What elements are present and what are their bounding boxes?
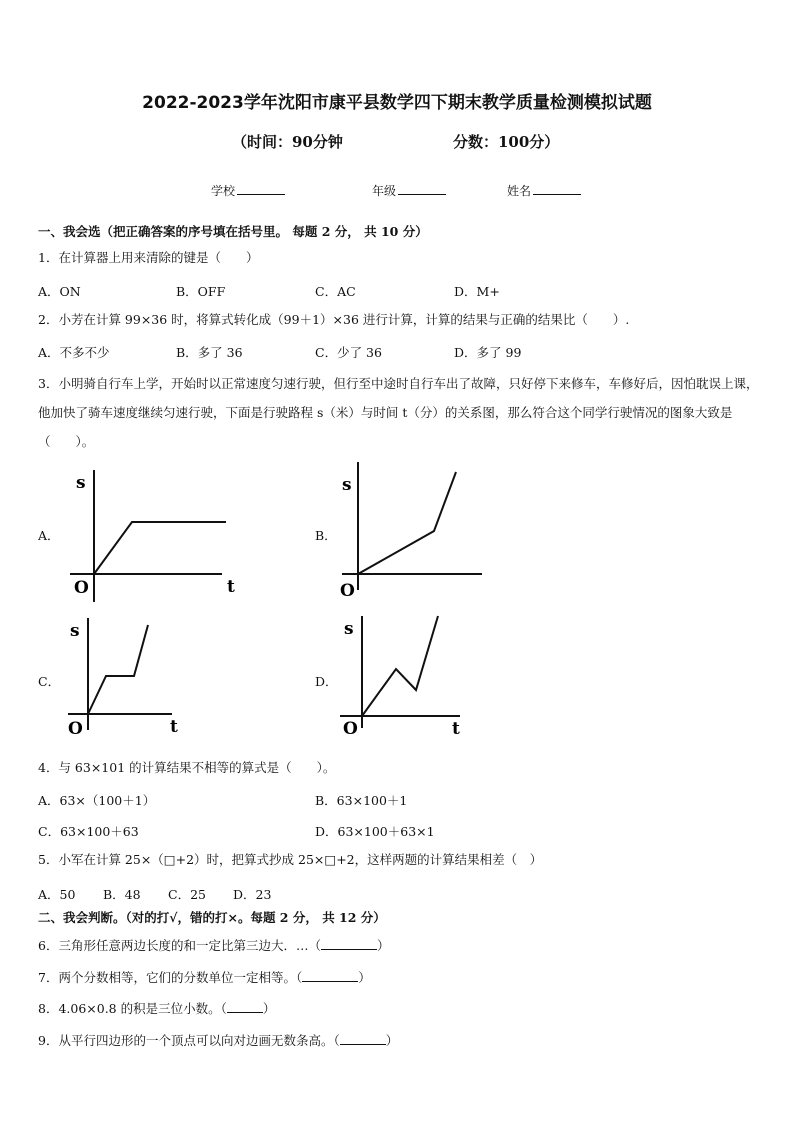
q6-end: ）	[376, 938, 390, 953]
q2-stem: 2．小芳在计算 99×36 时，将算式转化成（99＋1）×36 进行计算，计算的结果与正确的结果比（ ）.	[38, 312, 630, 327]
graph-a-s-label: s	[76, 473, 86, 493]
q2-option-c[interactable]: C．少了 36	[315, 345, 382, 360]
q9-line	[38, 1031, 398, 1049]
q3-stem: 3．小明骑自行车上学，开始时以正常速度匀速行驶，但行至中途时自行车出了故障，只好停下来修车，车修好后，因怕耽误上课，他加快了骑车速度继续匀速行驶，下面是行驶路程 s（米）与时间 t（分）的关系图，那么符合这个同学行驶情况的图象大致是（ ）。	[38, 376, 759, 449]
q4-option-c[interactable]: C．63×100＋63	[38, 824, 139, 839]
q9-end: ）	[385, 1033, 399, 1048]
q3-option-a[interactable]: A．	[38, 528, 60, 543]
q7-answer-blank[interactable]	[302, 968, 358, 982]
school-label: 学校	[211, 184, 236, 198]
q6-answer-blank[interactable]	[321, 936, 377, 950]
q2-option-a[interactable]: A．不多不少	[38, 345, 110, 360]
q6-line	[38, 936, 389, 954]
q8-stem: 8．4.06×0.8 的积是三位小数。（	[38, 1001, 227, 1016]
graph-b[interactable]	[342, 462, 482, 590]
q2-option-d[interactable]: D．多了 99	[454, 345, 522, 360]
graph-d[interactable]	[340, 616, 460, 728]
q4-option-b[interactable]: B．63×100＋1	[315, 793, 408, 808]
graph-a-line	[94, 522, 226, 574]
name-label: 姓名	[507, 184, 532, 198]
q8-line	[38, 999, 275, 1017]
score-label: 分数：100分）	[453, 133, 560, 151]
q1-option-d[interactable]: D．M+	[454, 284, 500, 299]
graph-d-line	[362, 616, 438, 716]
q6-stem: 6．三角形任意两边长度的和一定比第三边大．…（	[38, 938, 321, 953]
q5-option-d[interactable]: D．23	[233, 887, 272, 902]
graph-b-origin: O	[340, 581, 355, 601]
q2-option-b[interactable]: B．多了 36	[176, 345, 243, 360]
q3-option-d[interactable]: D．	[315, 674, 338, 689]
graph-d-origin: O	[343, 719, 358, 739]
q4-stem: 4．与 63×101 的计算结果不相等的算式是（ ）。	[38, 760, 336, 775]
q3-option-c[interactable]: C．	[38, 674, 61, 689]
graph-c-line	[88, 625, 148, 714]
q3-option-b[interactable]: B．	[315, 528, 337, 543]
q8-answer-blank[interactable]	[227, 999, 263, 1013]
graph-c-origin: O	[68, 719, 83, 739]
q9-answer-blank[interactable]	[340, 1031, 386, 1045]
q7-stem: 7．两个分数相等，它们的分数单位一定相等。（	[38, 970, 303, 985]
graph-d-s-label: s	[344, 619, 354, 639]
graph-b-s-label: s	[342, 475, 352, 495]
q1-option-c[interactable]: C．AC	[315, 284, 356, 299]
q4-option-a[interactable]: A．63×（100＋1）	[38, 793, 156, 808]
q5-option-b[interactable]: B．48	[103, 887, 141, 902]
graph-c-t-label: t	[170, 717, 178, 737]
graph-c[interactable]	[68, 618, 172, 730]
q4-option-d[interactable]: D．63×100＋63×1	[315, 824, 435, 839]
page-title: 2022-2023学年沈阳市康平县数学四下期末教学质量检测模拟试题	[142, 93, 652, 113]
q9-stem: 9．从平行四边形的一个顶点可以向对边画无数条高。（	[38, 1033, 340, 1048]
q7-end: ）	[358, 970, 371, 985]
graph-c-s-label: s	[70, 621, 80, 641]
q8-end: ）	[262, 1001, 276, 1016]
graph-d-t-label: t	[452, 719, 460, 739]
time-label: （时间：90分钟	[232, 133, 343, 151]
q1-option-b[interactable]: B．OFF	[176, 284, 226, 299]
section1-heading: 一、我会选（把正确答案的序号填在括号里。 每题 2 分， 共 10 分）	[38, 224, 428, 239]
graph-a-t-label: t	[227, 577, 235, 597]
q7-line	[38, 968, 371, 986]
q5-stem: 5．小军在计算 25×（□+2）时，把算式抄成 25×□+2，这样两题的计算结果相差（ ）	[38, 852, 543, 867]
section2-heading: 二、我会判断。（对的打√，错的打×。每题 2 分， 共 12 分）	[38, 910, 386, 925]
graph-a-origin: O	[74, 578, 89, 598]
q1-option-a[interactable]: A．ON	[38, 284, 81, 299]
q1-stem: 1．在计算器上用来清除的键是（ ）	[38, 250, 259, 265]
graph-a[interactable]	[70, 470, 226, 602]
q5-option-a[interactable]: A．50	[38, 887, 76, 902]
q5-option-c[interactable]: C．25	[168, 887, 206, 902]
grade-label: 年级	[372, 184, 397, 198]
graph-b-line	[358, 472, 456, 574]
